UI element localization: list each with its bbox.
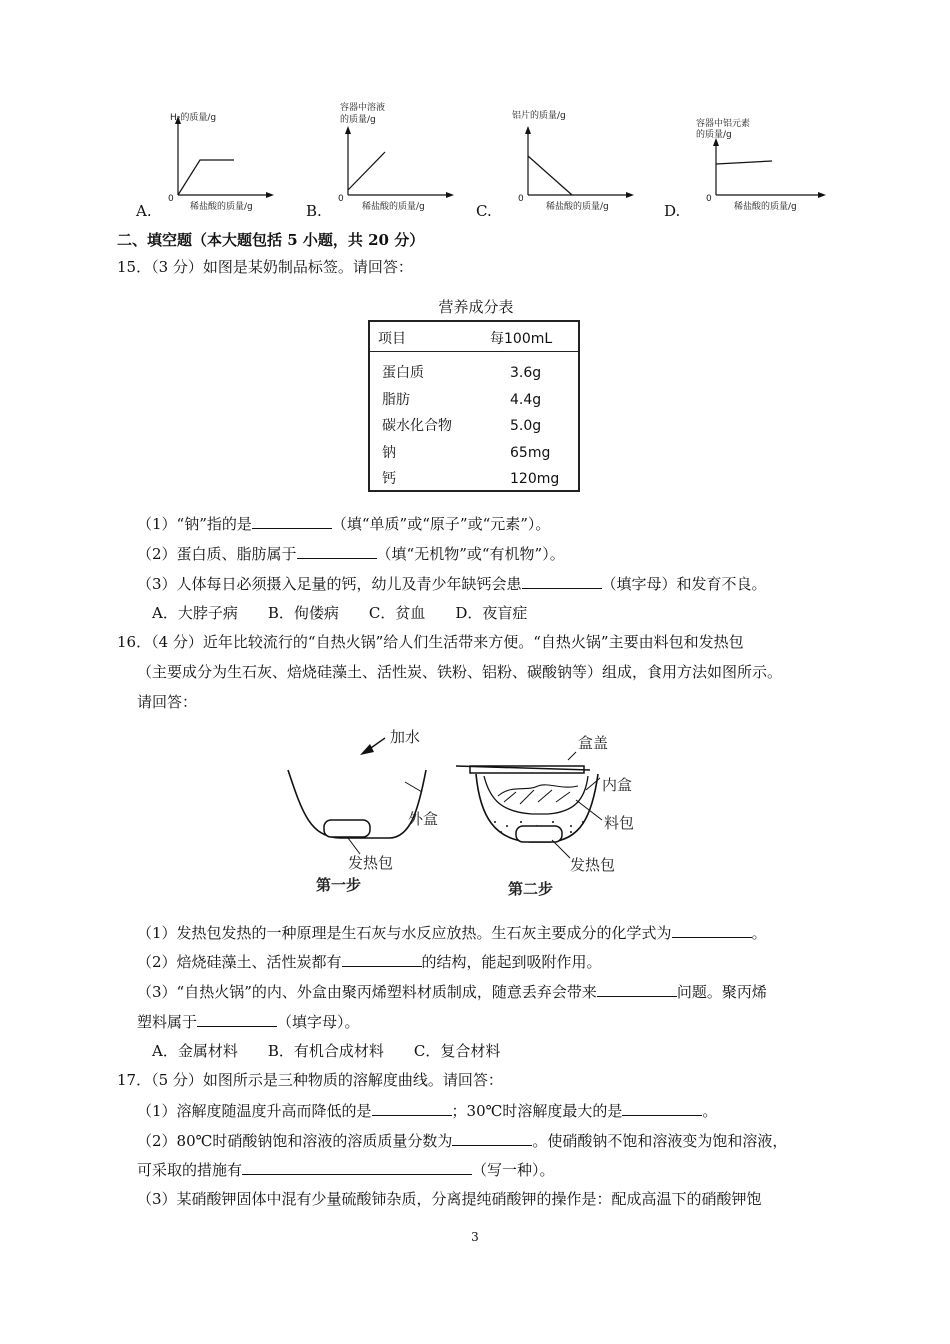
label-heat-pack-1: 发热包 xyxy=(348,854,394,872)
answer-blank[interactable] xyxy=(252,513,332,529)
answer-blank[interactable] xyxy=(597,981,677,997)
nutrition-row-value: 5.0g xyxy=(510,418,542,434)
q16-stem-1: 16．（4 分）近年比较流行的“自热火锅”给人们生活带来方便。“自热火锅”主要由料包和发热包 xyxy=(117,633,744,651)
nutrition-row-value: 3.6g xyxy=(510,365,542,381)
nutrition-col-per100ml: 每100mL xyxy=(490,331,553,347)
graph-b-option: B. xyxy=(306,202,322,220)
q15-sub2: （2）蛋白质、脂肪属于 （填“无机物”或“有机物”）。 xyxy=(137,545,565,563)
q17-sub2: （2）80℃时硝酸钠饱和溶液的溶质质量分数为 。使硝酸钠不饱和溶液变为饱和溶液， xyxy=(137,1132,788,1150)
answer-blank[interactable] xyxy=(452,1130,532,1146)
graph-c-option: C. xyxy=(476,202,492,220)
graph-a xyxy=(130,100,280,220)
graph-b xyxy=(300,100,460,220)
label-food-pack: 料包 xyxy=(604,814,635,832)
q15-sub1: （1）“钠”指的是 （填“单质”或“原子”或“元素”）。 xyxy=(137,515,551,533)
q15-stem: 15．（3 分）如图是某奶制品标签。请回答： xyxy=(117,258,413,276)
label-inner-box: 内盒 xyxy=(602,776,633,794)
label-step-2: 第二步 xyxy=(508,880,554,898)
nutrition-row-name: 碳水化合物 xyxy=(382,418,452,434)
graph-a-origin: 0 xyxy=(168,194,174,204)
q16-sub3: （3）“自热火锅”的内、外盒由聚丙烯塑料材质制成，随意丢弃会带来 问题。聚丙烯 xyxy=(137,983,767,1001)
nutrition-row-name: 蛋白质 xyxy=(382,365,424,381)
label-lid: 盒盖 xyxy=(578,734,609,752)
q15-sub3: （3）人体每日必须摄入足量的钙，幼儿及青少年缺钙会患 （填字母）和发育不良。 xyxy=(137,575,767,593)
nutrition-col-item: 项目 xyxy=(378,331,406,347)
answer-blank[interactable] xyxy=(342,951,422,967)
graph-c-xlabel: 稀盐酸的质量/g xyxy=(546,202,609,212)
label-add-water: 加水 xyxy=(390,728,421,746)
page-number: 3 xyxy=(471,1230,479,1244)
nutrition-row-value: 4.4g xyxy=(510,391,542,408)
nutrition-table xyxy=(368,296,580,492)
graph-d xyxy=(670,100,840,220)
graph-a-ylabel: H₂的质量/g xyxy=(170,113,217,123)
graph-b-xlabel: 稀盐酸的质量/g xyxy=(362,202,425,212)
graph-b-origin: 0 xyxy=(338,194,344,204)
graph-c-ylabel: 铝片的质量/g xyxy=(512,111,566,121)
nutrition-row-name: 脂肪 xyxy=(382,391,410,408)
q16-options: A．金属材料 B．有机合成材料 C．复合材料 xyxy=(152,1042,501,1060)
graph-c xyxy=(480,100,640,220)
section-2-heading: 二、填空题（本大题包括 5 小题，共 20 分） xyxy=(117,231,425,249)
nutrition-row-name: 钠 xyxy=(382,444,396,461)
nutrition-table-title: 营养成分表 xyxy=(438,298,514,316)
graph-b-ylabel-2: 的质量/g xyxy=(340,115,376,125)
answer-blank[interactable] xyxy=(197,1011,277,1027)
q17-sub1: （1）溶解度随温度升高而降低的是 ；30℃时溶解度最大的是 。 xyxy=(137,1102,718,1120)
q16-stem-3: 请回答： xyxy=(137,693,198,711)
q16-sub1: （1）发热包发热的一种原理是生石灰与水反应放热。生石灰主要成分的化学式为 。 xyxy=(137,924,767,942)
label-step-1: 第一步 xyxy=(316,876,362,894)
label-outer-box: 外盒 xyxy=(408,810,439,828)
graph-d-ylabel-2: 的质量/g xyxy=(696,130,732,140)
nutrition-row-value: 120mg xyxy=(510,471,560,487)
self-heating-pot-figure xyxy=(280,722,700,911)
q17-sub3: （3）某硝酸钾固体中混有少量硫酸铈杂质，分离提纯硝酸钾的操作是：配成高温下的硝酸钾饱 xyxy=(137,1190,762,1208)
graph-b-ylabel-1: 容器中溶液 xyxy=(340,103,386,113)
q17-sub2-cont: 可采取的措施有 （写一种）。 xyxy=(137,1161,555,1179)
q17-stem: 17．（5 分）如图所示是三种物质的溶解度曲线。请回答： xyxy=(117,1071,503,1089)
answer-blank[interactable] xyxy=(372,1100,452,1116)
graph-d-origin: 0 xyxy=(706,194,712,204)
nutrition-row-value: 65mg xyxy=(510,444,551,461)
graph-a-option: A. xyxy=(136,202,152,220)
answer-blank[interactable] xyxy=(672,922,752,938)
answer-blank[interactable] xyxy=(242,1159,472,1175)
q15-options: A．大脖子病 B．佝偻病 C．贫血 D．夜盲症 xyxy=(152,604,528,622)
label-heat-pack-2: 发热包 xyxy=(570,856,616,874)
graph-d-xlabel: 稀盐酸的质量/g xyxy=(734,202,797,212)
answer-blank[interactable] xyxy=(522,573,602,589)
answer-blank[interactable] xyxy=(297,543,377,559)
q16-sub2: （2）焙烧硅藻土、活性炭都有 的结构，能起到吸附作用。 xyxy=(137,953,602,971)
graph-a-xlabel: 稀盐酸的质量/g xyxy=(190,202,253,212)
graph-d-ylabel-1: 容器中铝元素 xyxy=(696,119,751,129)
graph-c-origin: 0 xyxy=(518,194,524,204)
answer-blank[interactable] xyxy=(622,1100,702,1116)
nutrition-row-name: 钙 xyxy=(382,471,396,487)
q16-sub3-cont: 塑料属于 （填字母）。 xyxy=(137,1013,360,1031)
graph-d-option: D. xyxy=(664,202,681,220)
q16-stem-2: （主要成分为生石灰、焙烧硅藻土、活性炭、铁粉、铝粉、碳酸钠等）组成，食用方法如图所示。 xyxy=(137,663,783,681)
